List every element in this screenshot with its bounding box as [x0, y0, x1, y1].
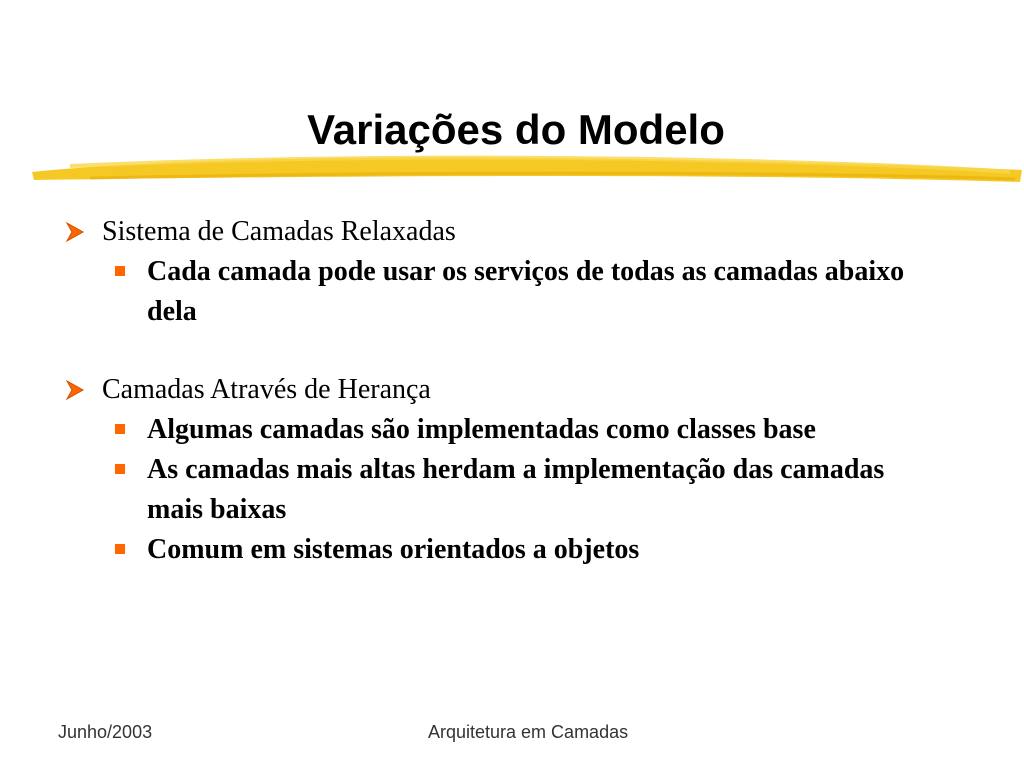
bullet-list: [64, 212, 964, 570]
footer-title: Arquitetura em Camadas: [428, 722, 629, 742]
bullet-item-text: Algumas camadas são implementadas como classes base: [147, 414, 816, 445]
arrow-marker-icon: [64, 379, 86, 401]
square-bullet-icon: [115, 544, 125, 554]
bullet-item: [147, 450, 927, 530]
slide-title: Variações do Modelo: [307, 106, 725, 153]
bullet-item-text: Cada camada pode usar os serviços de todas as camadas abaixo dela: [147, 256, 905, 327]
title-highlight-stroke: [30, 150, 1024, 190]
square-bullet-icon: [115, 266, 125, 276]
bullet-heading: [64, 370, 964, 410]
square-bullet-icon: [115, 424, 125, 434]
bullet-item: [147, 410, 927, 450]
square-bullet-icon: [115, 464, 125, 474]
bullet-heading: [64, 212, 964, 252]
bullet-heading-text: Camadas Através de Herança: [102, 374, 431, 405]
bullet-item: [147, 530, 927, 570]
bullet-item: [147, 252, 927, 332]
arrow-marker-icon: [64, 221, 86, 243]
bullet-item-text: Comum em sistemas orientados a objetos: [147, 534, 640, 565]
bullet-item-text: As camadas mais altas herdam a implementação das camadas mais baixas: [147, 454, 885, 525]
footer-date: Junho/2003: [58, 722, 153, 742]
bullet-heading-text: Sistema de Camadas Relaxadas: [102, 216, 456, 247]
